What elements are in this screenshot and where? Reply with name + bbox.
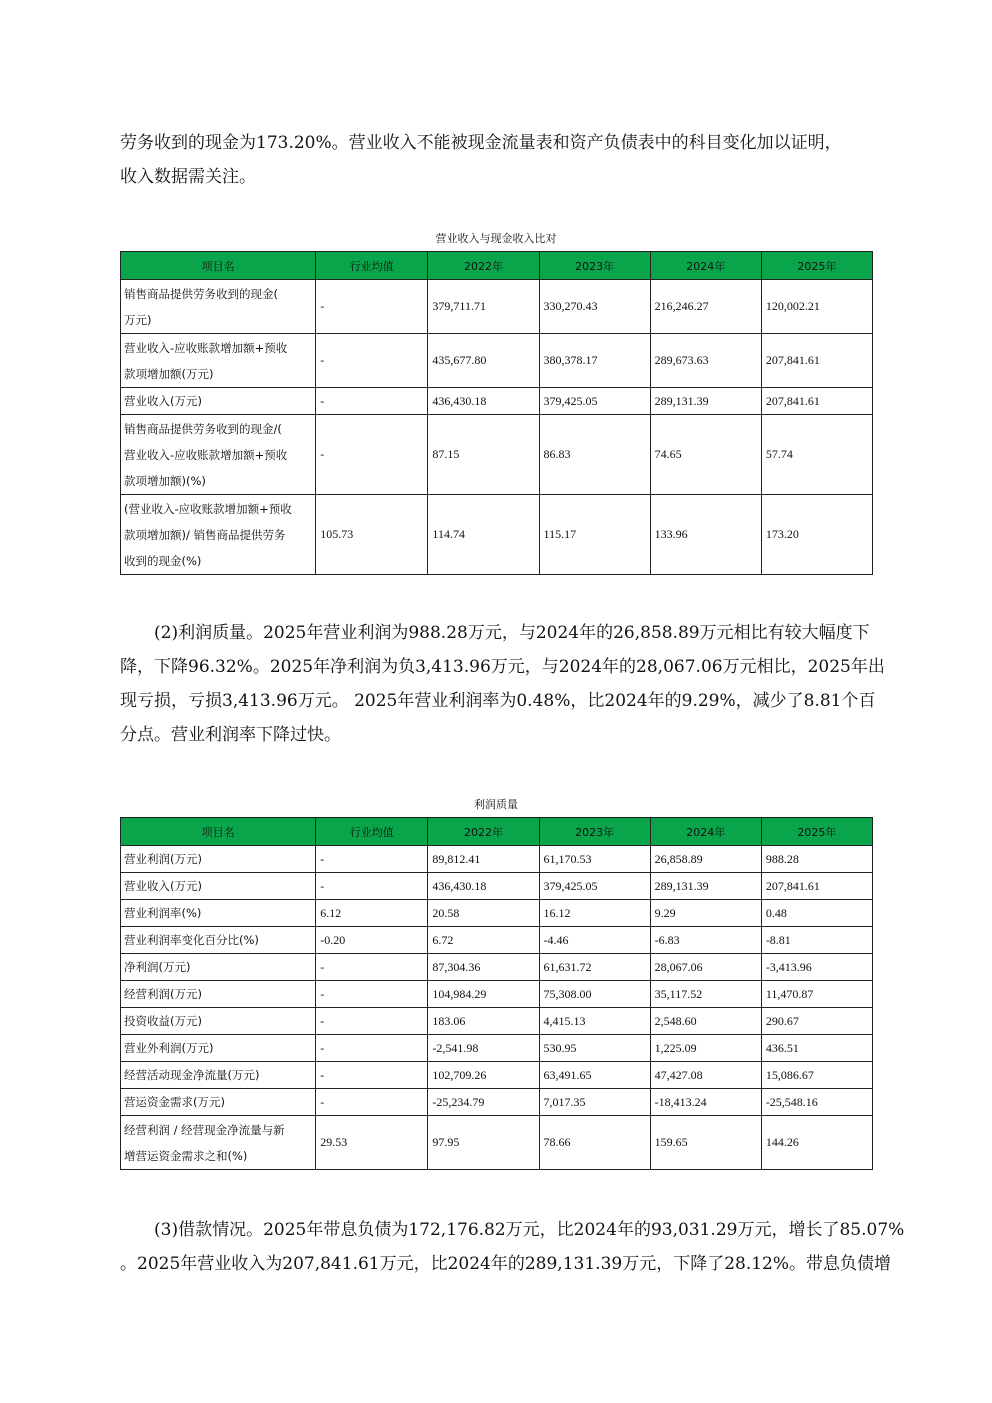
row-item-name [121,981,316,1008]
cell-year-value: 1,225.09 [650,1035,761,1062]
cell-year-value: 120,002.21 [761,280,872,334]
cell-year-value: 290.67 [761,1008,872,1035]
table-row [121,1089,873,1116]
table-row [121,495,873,575]
header-year-2024: 2024年 [650,818,761,846]
text-line: 现亏损，亏损3,413.96万元。 2025年营业利润率为0.48%，比2024年的9.29%，减少了8.81个百 [120,691,876,711]
cell-industry-avg: - [316,334,428,388]
cell-year-value: 89,812.41 [428,846,539,873]
row-item-name-line: 营业收入(万元) [124,394,202,408]
cell-industry-avg: - [316,388,428,415]
table-row [121,1062,873,1089]
cell-year-value: 28,067.06 [650,954,761,981]
cell-year-value: 15,086.67 [761,1062,872,1089]
cell-year-value: 436,430.18 [428,388,539,415]
cell-year-value: 102,709.26 [428,1062,539,1089]
table-row [121,1035,873,1062]
header-year-2022: 2022年 [428,818,539,846]
header-year-2023: 2023年 [539,818,650,846]
cell-year-value: 104,984.29 [428,981,539,1008]
cell-year-value: -3,413.96 [761,954,872,981]
cell-year-value: 115.17 [539,495,650,575]
row-item-name-line: 投资收益(万元) [124,1014,202,1028]
row-item-name [121,846,316,873]
cell-year-value: 4,415.13 [539,1008,650,1035]
cell-year-value: 26,858.89 [650,846,761,873]
revenue-cash-comparison-table [120,251,873,575]
cell-year-value: 207,841.61 [761,873,872,900]
cell-year-value: 133.96 [650,495,761,575]
cell-year-value: 144.26 [761,1116,872,1170]
header-year-2022: 2022年 [428,252,539,280]
row-item-name [121,388,316,415]
text-line: 降，下降96.32%。2025年净利润为负3,413.96万元，与2024年的28,067.06万元相比，2025年出 [120,657,885,677]
row-item-name-line: 款项增加额)/ 销售商品提供劳务 [124,527,286,542]
table2-caption: 利润质量 [474,798,518,811]
cell-year-value: 207,841.61 [761,334,872,388]
cell-industry-avg: - [316,1062,428,1089]
row-item-name-line: 经营利润(万元) [124,987,202,1001]
cell-year-value: 78.66 [539,1116,650,1170]
cell-year-value: -25,234.79 [428,1089,539,1116]
cell-year-value: 330,270.43 [539,280,650,334]
row-item-name-line: (营业收入-应收账款增加额+预收 [124,501,292,516]
cell-year-value: 35,117.52 [650,981,761,1008]
row-item-name-line: 收到的现金(%) [124,553,202,568]
row-item-name-line: 营业利润率(%) [124,906,202,920]
table-row [121,1116,873,1170]
cell-year-value: -4.46 [539,927,650,954]
table-row [121,280,873,334]
cell-year-value: 289,673.63 [650,334,761,388]
cell-year-value: 11,470.87 [761,981,872,1008]
table-row [121,334,873,388]
row-item-name-line: 营业收入(万元) [124,879,202,893]
header-item-name: 项目名 [121,252,316,280]
cell-year-value: -25,548.16 [761,1089,872,1116]
cell-industry-avg: - [316,981,428,1008]
row-item-name [121,495,316,575]
text-line: 。2025年营业收入为207,841.61万元，比2024年的289,131.39万元，下降了28.12%。带息负债增 [120,1254,892,1274]
table-row [121,873,873,900]
cell-year-value: 9.29 [650,900,761,927]
table-header-row [121,252,873,280]
cell-year-value: 289,131.39 [650,388,761,415]
cell-year-value: 114.74 [428,495,539,575]
profit-quality-paragraph [120,616,888,752]
cell-year-value: 2,548.60 [650,1008,761,1035]
cell-year-value: -6.83 [650,927,761,954]
row-item-name-line: 营业利润率变化百分比(%) [124,933,259,947]
table-row [121,927,873,954]
cell-year-value: -8.81 [761,927,872,954]
row-item-name [121,900,316,927]
cell-industry-avg: -0.20 [316,927,428,954]
cell-year-value: 436,430.18 [428,873,539,900]
row-item-name-line: 款项增加额(万元) [124,366,214,381]
text-line: (2)利润质量。2025年营业利润为988.28万元，与2024年的26,858.89万元相比有较大幅度下 [154,623,870,643]
intro-paragraph [120,126,888,194]
cell-year-value: -18,413.24 [650,1089,761,1116]
row-item-name [121,1008,316,1035]
header-year-2023: 2023年 [539,252,650,280]
row-item-name-line: 销售商品提供劳务收到的现金/( [124,421,282,436]
row-item-name-line: 营业外利润(万元) [124,1041,214,1055]
cell-year-value: 63,491.65 [539,1062,650,1089]
cell-year-value: 87.15 [428,415,539,495]
cell-year-value: 6.72 [428,927,539,954]
cell-year-value: 159.65 [650,1116,761,1170]
profit-quality-table [120,817,873,1170]
table-row [121,954,873,981]
cell-year-value: 436.51 [761,1035,872,1062]
cell-year-value: 530.95 [539,1035,650,1062]
row-item-name-line: 净利润(万元) [124,960,191,974]
cell-industry-avg: - [316,1035,428,1062]
cell-year-value: 16.12 [539,900,650,927]
row-item-name-line: 经营利润 / 经营现金净流量与新 [124,1122,285,1137]
cell-year-value: 47,427.08 [650,1062,761,1089]
cell-year-value: 86.83 [539,415,650,495]
cell-industry-avg: - [316,415,428,495]
cell-industry-avg: - [316,280,428,334]
borrowing-paragraph [120,1213,905,1281]
table-header-row [121,818,873,846]
row-item-name [121,1035,316,1062]
cell-year-value: 379,711.71 [428,280,539,334]
cell-year-value: 379,425.05 [539,388,650,415]
table-row [121,415,873,495]
header-year-2025: 2025年 [761,818,872,846]
row-item-name-line: 营业利润(万元) [124,852,202,866]
text-line: 劳务收到的现金为173.20%。营业收入不能被现金流量表和资产负债表中的科目变化加以证明， [120,133,842,153]
table-row [121,388,873,415]
cell-year-value: 7,017.35 [539,1089,650,1116]
header-year-2024: 2024年 [650,252,761,280]
row-item-name-line: 销售商品提供劳务收到的现金( [124,286,278,301]
cell-year-value: 207,841.61 [761,388,872,415]
cell-year-value: 57.74 [761,415,872,495]
table1-caption: 营业收入与现金收入比对 [435,232,557,245]
row-item-name [121,415,316,495]
cell-year-value: 289,131.39 [650,873,761,900]
cell-year-value: 61,170.53 [539,846,650,873]
cell-industry-avg: 29.53 [316,1116,428,1170]
table-row [121,1008,873,1035]
cell-industry-avg: - [316,1008,428,1035]
header-industry-avg: 行业均值 [316,252,428,280]
header-industry-avg: 行业均值 [316,818,428,846]
cell-year-value: 216,246.27 [650,280,761,334]
cell-year-value: 988.28 [761,846,872,873]
table-row [121,846,873,873]
table2-body [121,846,873,1170]
cell-year-value: -2,541.98 [428,1035,539,1062]
row-item-name [121,1089,316,1116]
table-row [121,981,873,1008]
row-item-name [121,1116,316,1170]
row-item-name [121,280,316,334]
cell-year-value: 74.65 [650,415,761,495]
table1-body [121,280,873,575]
cell-year-value: 87,304.36 [428,954,539,981]
row-item-name-line: 增营运资金需求之和(%) [124,1148,248,1163]
text-line: 分点。营业利润率下降过快。 [120,725,341,745]
row-item-name-line: 经营活动现金净流量(万元) [124,1068,260,1082]
row-item-name [121,334,316,388]
cell-industry-avg: - [316,954,428,981]
cell-year-value: 97.95 [428,1116,539,1170]
row-item-name-line: 营业收入-应收账款增加额+预收 [124,340,288,355]
cell-year-value: 75,308.00 [539,981,650,1008]
text-line: (3)借款情况。2025年带息负债为172,176.82万元，比2024年的93,031.29万元，增长了85.07% [154,1220,905,1240]
row-item-name [121,873,316,900]
header-year-2025: 2025年 [761,252,872,280]
cell-industry-avg: 105.73 [316,495,428,575]
cell-year-value: 61,631.72 [539,954,650,981]
header-item-name: 项目名 [121,818,316,846]
cell-year-value: 183.06 [428,1008,539,1035]
cell-year-value: 380,378.17 [539,334,650,388]
row-item-name-line: 款项增加额)(%) [124,473,206,488]
row-item-name [121,927,316,954]
table-row [121,900,873,927]
cell-year-value: 379,425.05 [539,873,650,900]
cell-industry-avg: - [316,873,428,900]
cell-industry-avg: - [316,1089,428,1116]
cell-year-value: 0.48 [761,900,872,927]
row-item-name-line: 营运资金需求(万元) [124,1095,225,1109]
cell-year-value: 173.20 [761,495,872,575]
row-item-name [121,954,316,981]
cell-year-value: 20.58 [428,900,539,927]
cell-industry-avg: 6.12 [316,900,428,927]
cell-industry-avg: - [316,846,428,873]
text-line: 收入数据需关注。 [120,167,256,187]
cell-year-value: 435,677.80 [428,334,539,388]
row-item-name-line: 营业收入-应收账款增加额+预收 [124,447,288,462]
row-item-name-line: 万元) [124,312,152,327]
row-item-name [121,1062,316,1089]
